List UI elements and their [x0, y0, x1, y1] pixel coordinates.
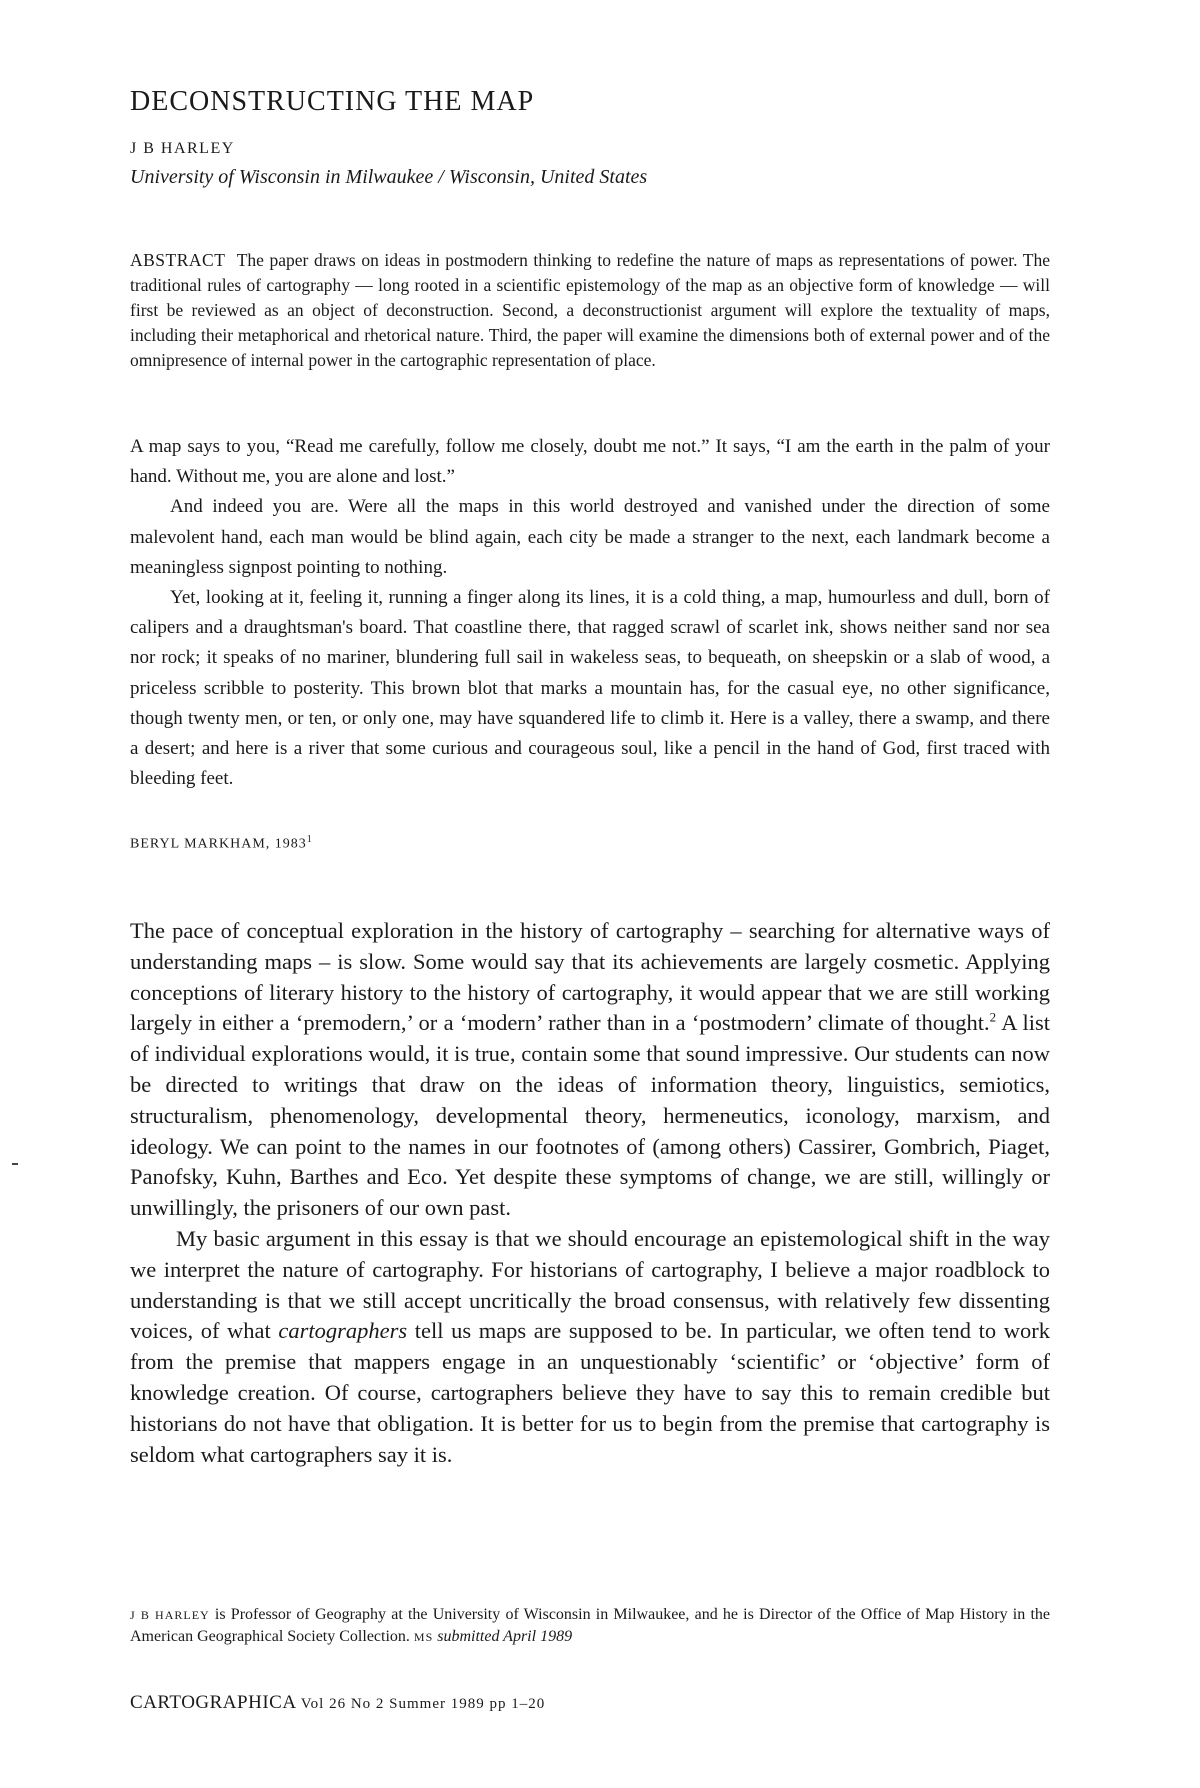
abstract-label: ABSTRACT: [130, 250, 226, 270]
footnote-ref: 2: [989, 1009, 997, 1025]
footnote-text: is Professor of Geography at the University of Wisconsin in Milwaukee, and he is Director of the Office of Map History in the American Geographical Society Collection.: [130, 1606, 1050, 1645]
body-text-span: A list of individual explorations would, it is true, contain some that sound impressive. Our students can now be directed to writings that draw on the ideas of information theory, linguistics, semiotics, structuralism, phenomenology, developmental theory, hermeneutics, iconology, marxism, and ideology. We can point to the names in our footnotes of (among others) Cassirer, Gombrich, Piaget, Panofsky, Kuhn, Barthes and Eco. Yet despite these symptoms of change, we are still, willingly or unwillingly, the prisoners of our own past.: [130, 1010, 1050, 1221]
emphasis: cartographers: [278, 1318, 408, 1344]
footnote-submitted: submitted April 1989: [433, 1628, 573, 1645]
body-paragraph: [130, 916, 1050, 1224]
journal-volume: Vol 26 No 2 Summer 1989 pp 1–20: [300, 1696, 546, 1712]
epigraph-paragraph: Yet, looking at it, feeling it, running a finger along its lines, it is a cold thing, a map, humourless and dull, born of calipers and a draughtsman's board. That coastline there, that ragged scrawl of scarlet ink, shows neither sand nor sea nor rock; it speaks of no mariner, blundering full sail in wakeless seas, to bequeath, on sheepskin or a slab of wood, a priceless scribble to posterity. This brown blot that marks a mountain has, for the casual eye, no other significance, though twenty men, or ten, or only one, may have squandered life to climb it. Here is a valley, there a swamp, and there a desert; and here is a river that some curious and courageous soul, like a pencil in the hand of God, first traced with bleeding feet.: [130, 587, 1050, 790]
journal-footer: [130, 1692, 545, 1714]
epigraph-paragraph: A map says to you, “Read me carefully, follow me closely, doubt me not.” It says, “I am the earth in the palm of your hand. Without me, you are alone and lost.”: [130, 436, 1050, 488]
footnote-ms: MS: [413, 1630, 434, 1644]
margin-mark: [12, 1163, 18, 1165]
article-title: DECONSTRUCTING THE MAP: [130, 86, 535, 117]
body-text-span: tell us maps are supposed to be. In particular, we often tend to work from the premise that mappers engage in an unquestionably ‘scientific’ or ‘objective’ form of knowledge creation. Of course, cartographers believe they have to say this to remain credible but historians do not have that obligation. It is better for us to begin from the premise that cartography is seldom what cartographers say it is.: [130, 1318, 1050, 1467]
abstract-text: The paper draws on ideas in postmodern thinking to redefine the nature of maps as representations of power. The traditional rules of cartography — long rooted in a scientific epistemology of the map as an objective form of knowledge — will first be reviewed as an object of deconstruction. Second, a deconstructionist argument will explore the textuality of maps, including their metaphorical and rhetorical nature. Third, the paper will examine the dimensions both of external power and of the omnipresence of internal power in the cartographic representation of place.: [130, 250, 1050, 370]
footnote-ref: 1: [306, 834, 313, 845]
body-text-span: My basic argument in this essay is that we should encourage an epistemological shift in the way we interpret the nature of cartography. For historians of cartography, I believe a major roadblock to understanding is that we still accept uncritically the broad consensus, with relatively few dissenting voices, of what: [130, 1225, 1050, 1344]
attribution-text: BERYL MARKHAM, 1983: [130, 836, 307, 852]
footnote-author: J B HARLEY: [130, 1608, 210, 1622]
epigraph: [130, 432, 1050, 794]
epigraph-attribution: [130, 834, 313, 853]
body-text-span: The pace of conceptual exploration in the history of cartography – searching for alternative ways of understanding maps – is slow. Some would say that its achievements are largely cosmetic. Applying conceptions of literary history to the history of cartography, it would appear that we are still working largely in either a ‘premodern,’ or a ‘modern’ rather than in a ‘postmodern’ climate of thought.: [130, 918, 1050, 1036]
journal-name: CARTOGRAPHICA: [130, 1692, 296, 1713]
body-text: [130, 916, 1050, 1470]
author-footnote: [130, 1604, 1050, 1648]
author-affiliation: University of Wisconsin in Milwaukee / Wisconsin, United States: [130, 166, 648, 188]
body-paragraph: [130, 1224, 1050, 1470]
author-name: J B HARLEY: [130, 140, 235, 157]
abstract: [130, 248, 1050, 373]
epigraph-paragraph: And indeed you are. Were all the maps in this world destroyed and vanished under the direction of some malevolent hand, each man would be blind again, each city be made a stranger to the next, each landmark become a meaningless signpost pointing to nothing.: [130, 496, 1050, 578]
